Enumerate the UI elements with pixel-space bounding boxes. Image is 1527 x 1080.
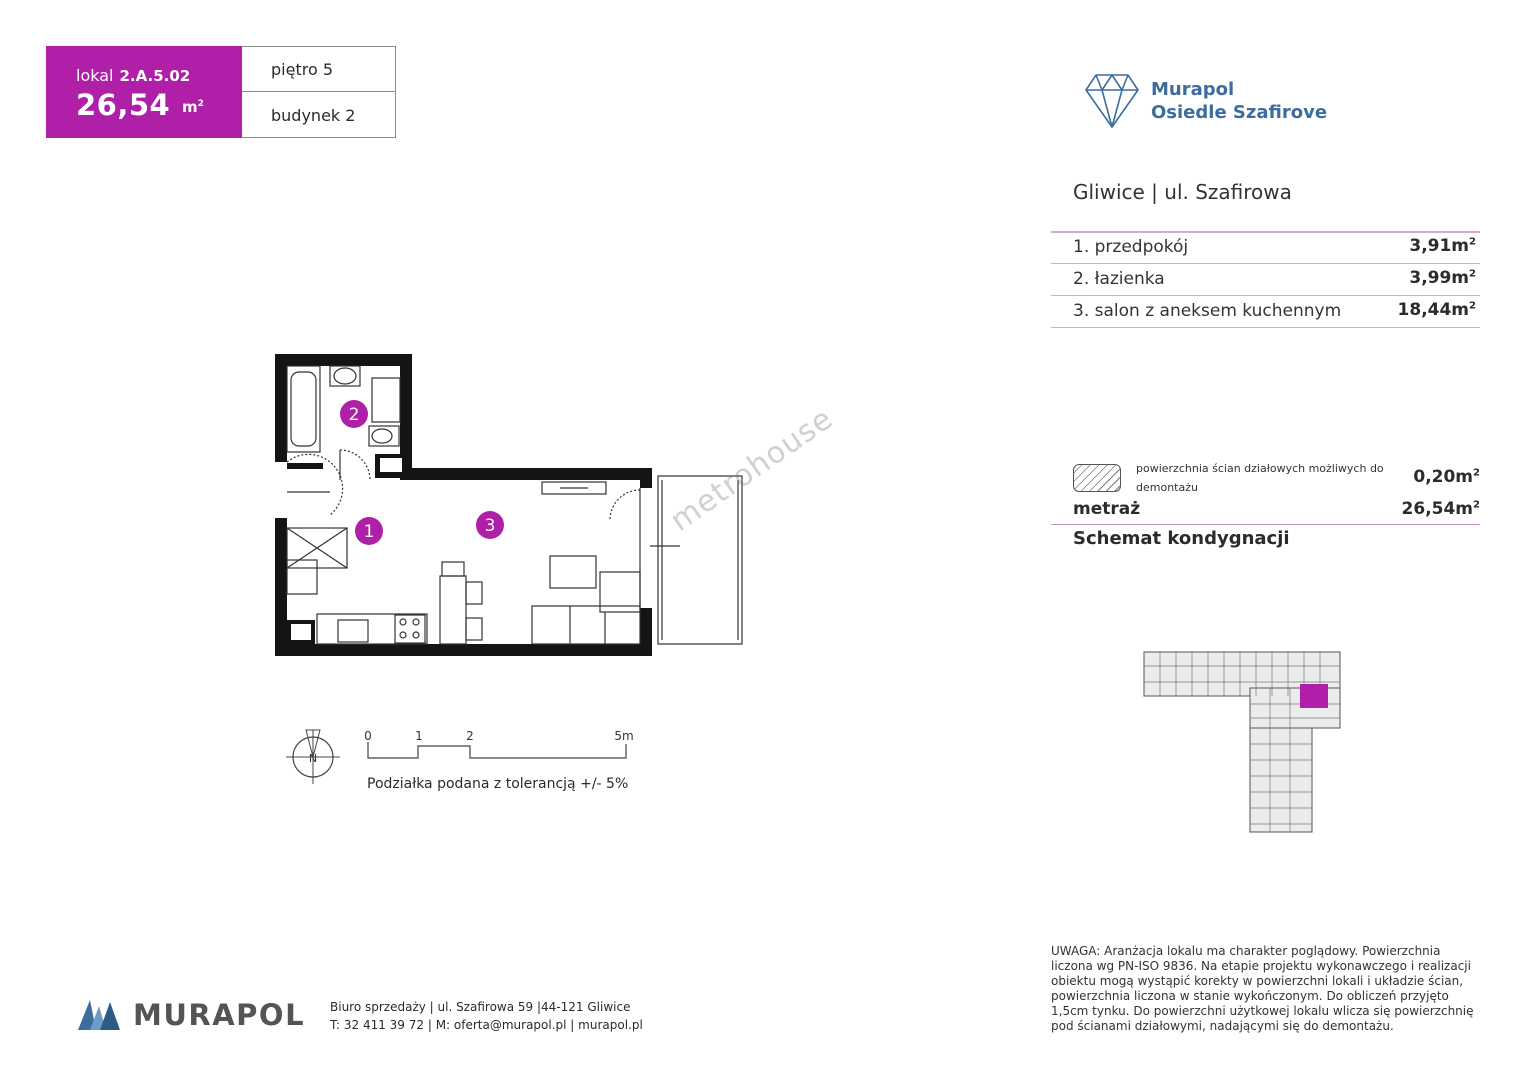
room-row — [1051, 295, 1480, 328]
room-marker-label: 1 — [363, 522, 375, 542]
floor-label: piętro 5 — [242, 47, 395, 92]
unit-number — [76, 66, 190, 85]
room-label: 3. salon z aneksem kuchennym — [1073, 301, 1342, 321]
unit-highlight — [1300, 684, 1328, 708]
unit-area-unit: $m^2$ — [182, 98, 204, 116]
sales-office-contact: T: 32 411 39 72 | M: oferta@murapol.pl | murapol.pl — [330, 1018, 643, 1032]
scale-tick-label: 1 — [415, 729, 423, 743]
location-title: Gliwice | ul. Szafirowa — [1073, 180, 1292, 204]
room-area: $3,91m^2$ — [1409, 236, 1476, 256]
walls-description: powierzchnia ścian działowych możliwych do demontażu — [1136, 462, 1384, 494]
unit-label: lokal — [76, 66, 114, 85]
compass-icon — [282, 726, 344, 788]
brand-estate: Osiedle Szafirove — [1151, 102, 1328, 123]
room-label: 2. łazienka — [1073, 269, 1165, 289]
scale-bar — [360, 726, 640, 766]
room-label: 1. przedpokój — [1073, 237, 1189, 257]
total-divider — [1051, 524, 1480, 525]
room-row — [1051, 263, 1480, 295]
sales-office-address: Biuro sprzedaży | ul. Szafirowa 59 |44-121 Gliwice — [330, 1000, 631, 1014]
building-label: budynek 2 — [271, 106, 356, 125]
scale-note: Podziałka podana z tolerancją +/- 5% — [367, 776, 629, 792]
unit-area: 26,54 — [76, 88, 171, 122]
total-area: $26,54m^2$ — [1401, 499, 1480, 519]
murapol-logo-icon — [76, 996, 122, 1032]
watermark: metrohouse — [664, 401, 840, 539]
walls-area: $0,20m^2$ — [1413, 467, 1480, 487]
total-label: metraż — [1073, 499, 1141, 519]
unit-id-panel — [46, 46, 242, 138]
room-marker-label: 2 — [348, 405, 360, 425]
room-row — [1051, 231, 1480, 263]
diamond-logo-icon — [1084, 72, 1140, 130]
scale-tick-label: 2 — [466, 729, 474, 743]
disclaimer-note: UWAGA: Aranżacja lokalu ma charakter poglądowy. Powierzchnia liczona wg PN-ISO 9836. Na etapie projektu wykonawczego i realizacji obiektu mogą wystąpić korekty w powierzchni lokali i układzie ścian, powierzchnia liczona w stanie wykończonym. Do obliczeń przyjęto 1,5cm tynku. Do powierzchni użytkowej lokalu wlicza się powierzchnię pod ścianami działowymi, nadającymi się do demontażu. — [1051, 944, 1474, 1033]
room-area: $3,99m^2$ — [1409, 268, 1476, 288]
compass-label: N — [308, 752, 318, 765]
unit-info-table — [242, 46, 396, 138]
floor-schema-title: Schemat kondygnacji — [1073, 528, 1290, 549]
unit-id: 2.A.5.02 — [119, 67, 191, 85]
murapol-wordmark: MURAPOL — [133, 998, 306, 1032]
room-marker-label: 3 — [484, 516, 496, 536]
room-area: $18,44m^2$ — [1397, 300, 1476, 320]
building-schema — [1140, 648, 1344, 836]
hatch-swatch-icon — [1073, 464, 1121, 492]
scale-tick-label: 5m — [614, 729, 634, 743]
rooms-table — [1051, 231, 1480, 328]
brand-name: Murapol — [1151, 79, 1235, 100]
scale-tick-label: 0 — [364, 729, 372, 743]
